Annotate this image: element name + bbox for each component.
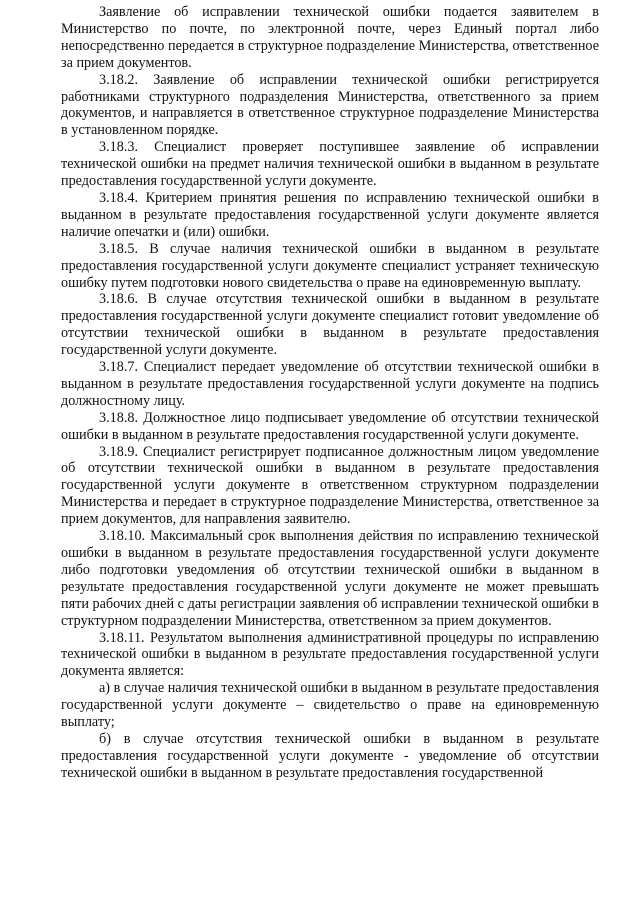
paragraph-3-18-4: 3.18.4. Критерием принятия решения по исправлению технической ошибки в выданном в результате предоставления государственной услуги документе является наличие опечатки и (или) ошибки.	[61, 189, 599, 240]
list-item-a: а) в случае наличия технической ошибки в выданном в результате предоставления государственной услуги документе – свидетельство о праве на единовременную выплату;	[61, 680, 599, 731]
paragraph-3-18-2: 3.18.2. Заявление об исправлении технической ошибки регистрируется работниками структурного подразделения Министерства, ответственного за прием документов, и направляется в ответственное структурное подразделение Министерства в установленном порядке.	[61, 71, 599, 139]
paragraph-3-18-11: 3.18.11. Результатом выполнения административной процедуры по исправлению технической ошибки в выданном в результате предоставления государственной услуги документа является:	[61, 629, 599, 680]
paragraph-3-18-8: 3.18.8. Должностное лицо подписывает уведомление об отсутствии технической ошибки в выданном в результате предоставления государственной услуги документе.	[61, 409, 599, 443]
paragraph-3-18-3: 3.18.3. Специалист проверяет поступившее заявление об исправлении технической ошибки на предмет наличия технической ошибки в выданном в результате предоставления государственной услуги документе.	[61, 139, 599, 190]
paragraph-3-18-7: 3.18.7. Специалист передает уведомление об отсутствии технической ошибки в выданном в результате предоставления государственной услуги документе на подпись должностному лицу.	[61, 359, 599, 409]
paragraph-intro: Заявление об исправлении технической ошибки подается заявителем в Министерство по почте, по электронной почте, через Единый портал либо непосредственно передается в структурное подразделение Министерства, ответственное за прием документов.	[61, 4, 599, 71]
paragraph-3-18-9: 3.18.9. Специалист регистрирует подписанное должностным лицом уведомление об отсутствии технической ошибки в выданном в результате предоставления государственной услуги документе в ответственном структурном подразделении Министерства и передает в структурное подразделение Министерства, ответственное за прием документов, для направления заявителю.	[61, 443, 599, 528]
paragraph-3-18-6: 3.18.6. В случае отсутствия технической ошибки в выданном в результате предоставления государственной услуги документе специалист готовит уведомление об отсутствии технической ошибки в выданном в результате предоставления государственной услуги документе.	[61, 291, 599, 359]
list-item-b: б) в случае отсутствия технической ошибки в выданном в результате предоставления государственной услуги документе - уведомление об отсутствии технической ошибки в выданном в результате предоставления государственной	[61, 730, 599, 781]
document-page	[61, 4, 599, 782]
paragraph-3-18-5: 3.18.5. В случае наличия технической ошибки в выданном в результате предоставления государственной услуги документе специалист устраняет техническую ошибку путем подготовки нового свидетельства о праве на единовременную выплату.	[61, 240, 599, 291]
paragraph-3-18-10: 3.18.10. Максимальный срок выполнения действия по исправлению технической ошибки в выданном в результате предоставления государственной услуги документе либо подготовки уведомления об отсутствии технической ошибки в выданном в результате предоставления государственной услуги документе не может превышать пяти рабочих дней с даты регистрации заявления об исправлении технической ошибки в структурном подразделении Министерства, ответственном за прием документов.	[61, 528, 599, 629]
